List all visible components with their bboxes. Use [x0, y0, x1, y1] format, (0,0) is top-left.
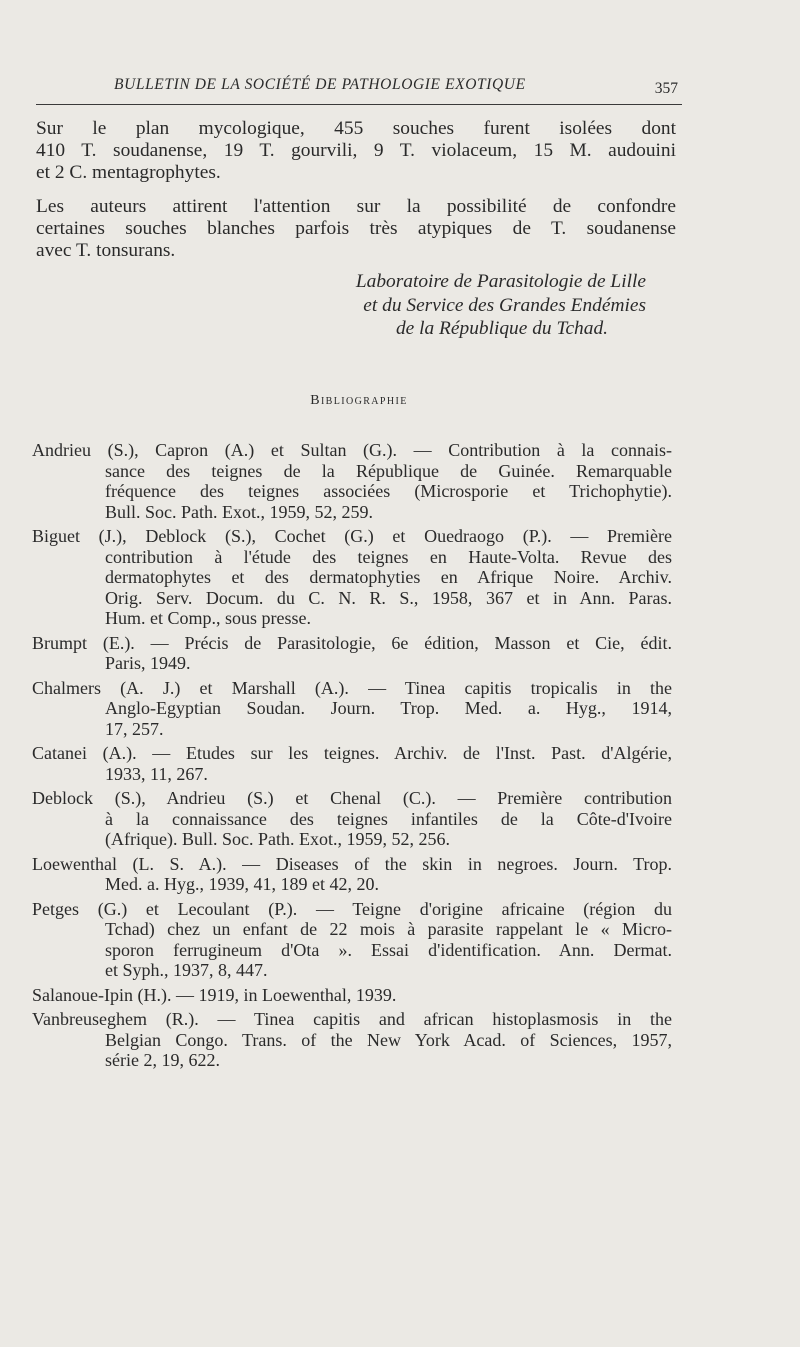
bibliography-line: Andrieu (S.), Capron (A.) et Sultan (G.). — Contribution à la connais-	[32, 440, 672, 460]
bibliography-line: série 2, 19, 622.	[105, 1050, 220, 1070]
bibliography-entry	[32, 985, 672, 1006]
bibliography-line: et Syph., 1937, 8, 447.	[105, 960, 268, 980]
bibliography-line: Biguet (J.), Deblock (S.), Cochet (G.) et Ouedraogo (P.). — Première	[32, 526, 672, 546]
bibliography-line: 17, 257.	[105, 718, 164, 739]
bibliography-entry	[32, 854, 672, 895]
affiliation-line: et du Service des Grandes Endémies	[363, 294, 646, 316]
bibliography-line: Deblock (S.), Andrieu (S.) et Chenal (C.). — Première contribution	[32, 788, 672, 808]
bibliography-line: Orig. Serv. Docum. du C. N. R. S., 1958, 367 et in Ann. Paras.	[105, 587, 672, 608]
bibliography-entry	[32, 678, 672, 740]
text-line: Les auteurs attirent l'attention sur la possibilité de confondre	[36, 196, 676, 217]
bibliography-line: Petges (G.) et Lecoulant (P.). — Teigne d'origine africaine (région du	[32, 898, 672, 919]
bibliography-line: dermatophytes et des dermatophyties en Afrique Noire. Archiv.	[105, 567, 672, 587]
text-line: Sur le plan mycologique, 455 souches furent isolées dont	[36, 118, 676, 139]
bibliography-line: Paris, 1949.	[105, 653, 191, 673]
bibliography-line: Chalmers (A. J.) et Marshall (A.). — Tinea capitis tropicalis in the	[32, 677, 672, 698]
bibliography-line: (Afrique). Bull. Soc. Path. Exot., 1959, 52, 256.	[105, 829, 450, 849]
bibliography-line: Tchad) chez un enfant de 22 mois à parasite rappelant le « Micro-	[105, 919, 672, 939]
bibliography-line: Med. a. Hyg., 1939, 41, 189 et 42, 20.	[105, 874, 379, 894]
author-affiliation	[290, 270, 660, 341]
journal-title: BULLETIN DE LA SOCIÉTÉ DE PATHOLOGIE EXOTIQUE	[114, 76, 526, 93]
bibliography-line: sance des teignes de la République de Guinée. Remarquable	[105, 460, 672, 481]
bibliography-entry	[32, 440, 672, 522]
confusion-paragraph	[36, 196, 676, 262]
affiliation-line: de la République du Tchad.	[395, 318, 608, 339]
bibliography-line: 1933, 11, 267.	[105, 763, 208, 784]
bibliography-line: Belgian Congo. Trans. of the New York Acad. of Sciences, 1957,	[105, 1029, 672, 1050]
bibliography-entry	[32, 633, 672, 674]
bibliography-entry	[32, 788, 672, 850]
bibliography-entry	[32, 1009, 672, 1071]
bibliography-entry	[32, 743, 672, 784]
text-line: certaines souches blanches parfois très atypiques de T. soudanense	[36, 218, 676, 239]
bibliography-line: Bull. Soc. Path. Exot., 1959, 52, 259.	[105, 501, 374, 522]
bibliography-entry	[32, 526, 672, 629]
bibliography-line: Brumpt (E.). — Précis de Parasitologie, 6e édition, Masson et Cie, édit.	[32, 632, 672, 653]
bibliography-entry	[32, 899, 672, 981]
affiliation-line: Laboratoire de Parasitologie de Lille	[355, 271, 646, 292]
bibliography-list	[32, 440, 672, 1075]
bibliography-line: contribution à l'étude des teignes en Haute-Volta. Revue des	[105, 546, 672, 567]
bibliography-line: Anglo-Egyptian Soudan. Journ. Trop. Med. a. Hyg., 1914,	[105, 698, 672, 718]
running-header	[36, 74, 682, 105]
bibliography-line: sporon ferrugineum d'Ota ». Essai d'identification. Ann. Dermat.	[105, 939, 672, 960]
bibliography-line: Loewenthal (L. S. A.). — Diseases of the skin in negroes. Journ. Trop.	[32, 853, 672, 874]
page-number: 357	[654, 80, 678, 97]
bibliography-line: Salanoue-Ipin (H.). — 1919, in Loewenthal, 1939.	[32, 984, 397, 1005]
bibliography-line: Hum. et Comp., sous presse.	[105, 608, 311, 628]
text-line: 410 T. soudanense, 19 T. gourvili, 9 T. violaceum, 15 M. audouini	[36, 140, 676, 161]
mycology-paragraph	[36, 118, 676, 184]
text-line: et 2 C. mentagrophytes.	[36, 162, 221, 183]
bibliography-line: fréquence des teignes associées (Microsporie et Trichophytie).	[105, 481, 672, 501]
bibliography-line: à la connaissance des teignes infantiles de la Côte-d'Ivoire	[105, 808, 672, 829]
bibliography-line: Vanbreuseghem (R.). — Tinea capitis and african histoplasmosis in the	[32, 1009, 672, 1029]
bibliography-line: Catanei (A.). — Etudes sur les teignes. Archiv. de l'Inst. Past. d'Algérie,	[32, 743, 672, 763]
bibliography-heading: Bibliographie	[310, 393, 408, 408]
text-line: avec T. tonsurans.	[36, 240, 176, 261]
